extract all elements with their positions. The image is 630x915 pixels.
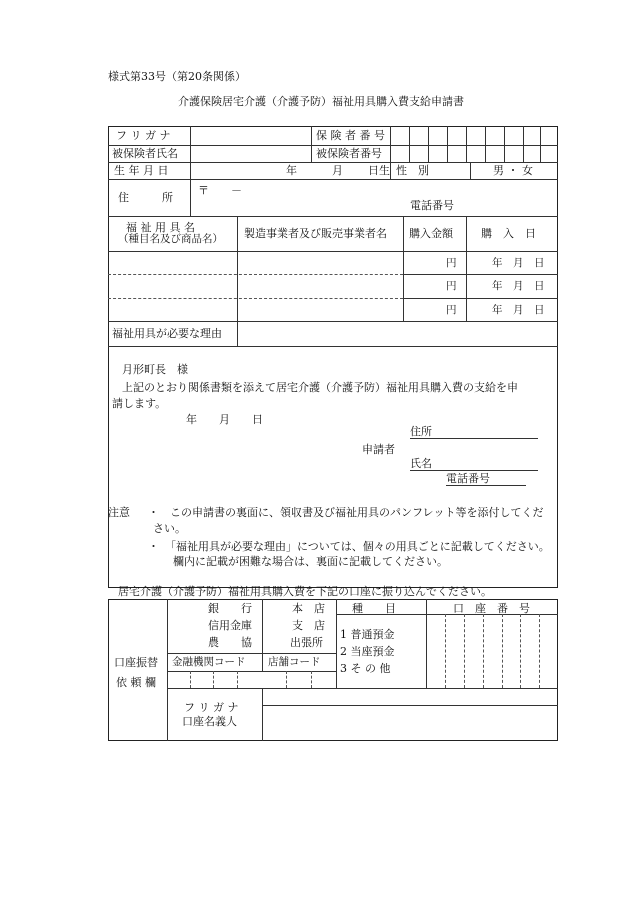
notes-label: 注意	[108, 506, 130, 519]
sex-label: 性 別	[396, 164, 429, 177]
branch-option-shuchosho: 出張所	[290, 636, 323, 649]
note-2-line-1: 「福祉用具が必要な理由」については、個々の用具ごとに記載してください。	[165, 540, 550, 553]
bank-option-nokyo: 農 協	[208, 636, 252, 649]
bank-option-shinkin: 信用金庫	[208, 619, 252, 632]
account-type-3: 3 そ の 他	[340, 662, 391, 675]
applicant-phone: 電話番号	[446, 472, 526, 486]
note-2-line-2: 欄内に記載が困難な場合は、裏面に記載してください。	[173, 555, 448, 568]
applicant-address: 住所	[410, 425, 538, 439]
bank-side-label-1: 口座振替	[114, 656, 158, 669]
yen-unit: 円	[446, 280, 457, 292]
declaration-body-2: 請します。	[112, 397, 167, 410]
yen-unit: 円	[446, 304, 457, 316]
purchase-date-header: 購 入 日	[481, 227, 536, 240]
yen-unit: 円	[446, 257, 457, 269]
branch-option-honten: 本 店	[292, 602, 325, 615]
bank-intro: 居宅介護（介護予防）福祉用具購入費を下記の口座に振り込んでください。	[118, 585, 492, 598]
declaration-date: 年 月 日	[186, 413, 263, 426]
bullet: ・	[148, 506, 159, 519]
applicant-name: 氏名	[410, 457, 538, 471]
addressee: 月形町長 様	[122, 363, 188, 376]
postal-code-mark: 〒 －	[198, 184, 242, 197]
branch-code-label: 店舗コード	[268, 656, 321, 668]
branch-option-shiten: 支 店	[292, 619, 325, 632]
purchase-date: 年 月 日	[492, 304, 545, 316]
sex-options: 男 ・ 女	[493, 164, 533, 177]
address-label: 住 所	[118, 191, 173, 204]
bank-side-label-2: 依 頼 欄	[116, 676, 156, 689]
birth-day: 日生	[368, 164, 390, 177]
form-number: 様式第33号（第20条関係）	[108, 70, 246, 83]
birth-month: 月	[332, 164, 343, 177]
insured-name-label: 被保険者氏名	[112, 147, 178, 160]
furigana-label: フ リ ガ ナ	[116, 129, 171, 142]
amount-header: 購入金額	[409, 227, 453, 240]
institution-code-label: 金融機関コード	[172, 656, 246, 668]
phone-label: 電話番号	[410, 199, 454, 212]
account-type-1: 1 普通預金	[340, 628, 395, 641]
account-type-2: 2 当座預金	[340, 645, 395, 658]
bullet: ・	[148, 540, 159, 553]
birth-date-label: 生 年 月 日	[114, 164, 169, 177]
declaration-body-1: 上記のとおり関係書類を添えて居宅介護（介護予防）福祉用具購入費の支給を申	[122, 381, 518, 394]
account-holder-label: 口座名義人	[182, 715, 237, 728]
holder-furigana-label: フ リ ガ ナ	[184, 701, 239, 714]
item-name-subheader: （種目名及び商品名）	[118, 233, 223, 245]
note-1-line-2: さい。	[153, 522, 186, 535]
item-name-header: 福 祉 用 具 名	[126, 221, 195, 234]
note-1-line-1: この申請書の裏面に、領収書及び福祉用具のパンフレット等を添付してくだ	[170, 506, 544, 519]
purchase-date: 年 月 日	[492, 280, 545, 292]
insured-number-label: 被保険者番号	[316, 147, 382, 160]
bank-transfer-table	[108, 599, 558, 741]
purchase-date: 年 月 日	[492, 257, 545, 269]
reason-label: 福祉用具が必要な理由	[112, 327, 222, 340]
account-number-header: 口 座 番 号	[453, 602, 530, 615]
birth-year: 年	[286, 164, 297, 177]
maker-header: 製造事業者及び販売事業者名	[244, 227, 387, 240]
applicant-label: 申請者	[362, 443, 395, 456]
insurer-number-label: 保 険 者 番 号	[316, 129, 385, 142]
form-title: 介護保険居宅介護（介護予防）福祉用具購入費支給申請書	[178, 95, 464, 108]
account-type-header: 種 目	[352, 602, 396, 615]
bank-option-bank: 銀 行	[208, 602, 252, 615]
